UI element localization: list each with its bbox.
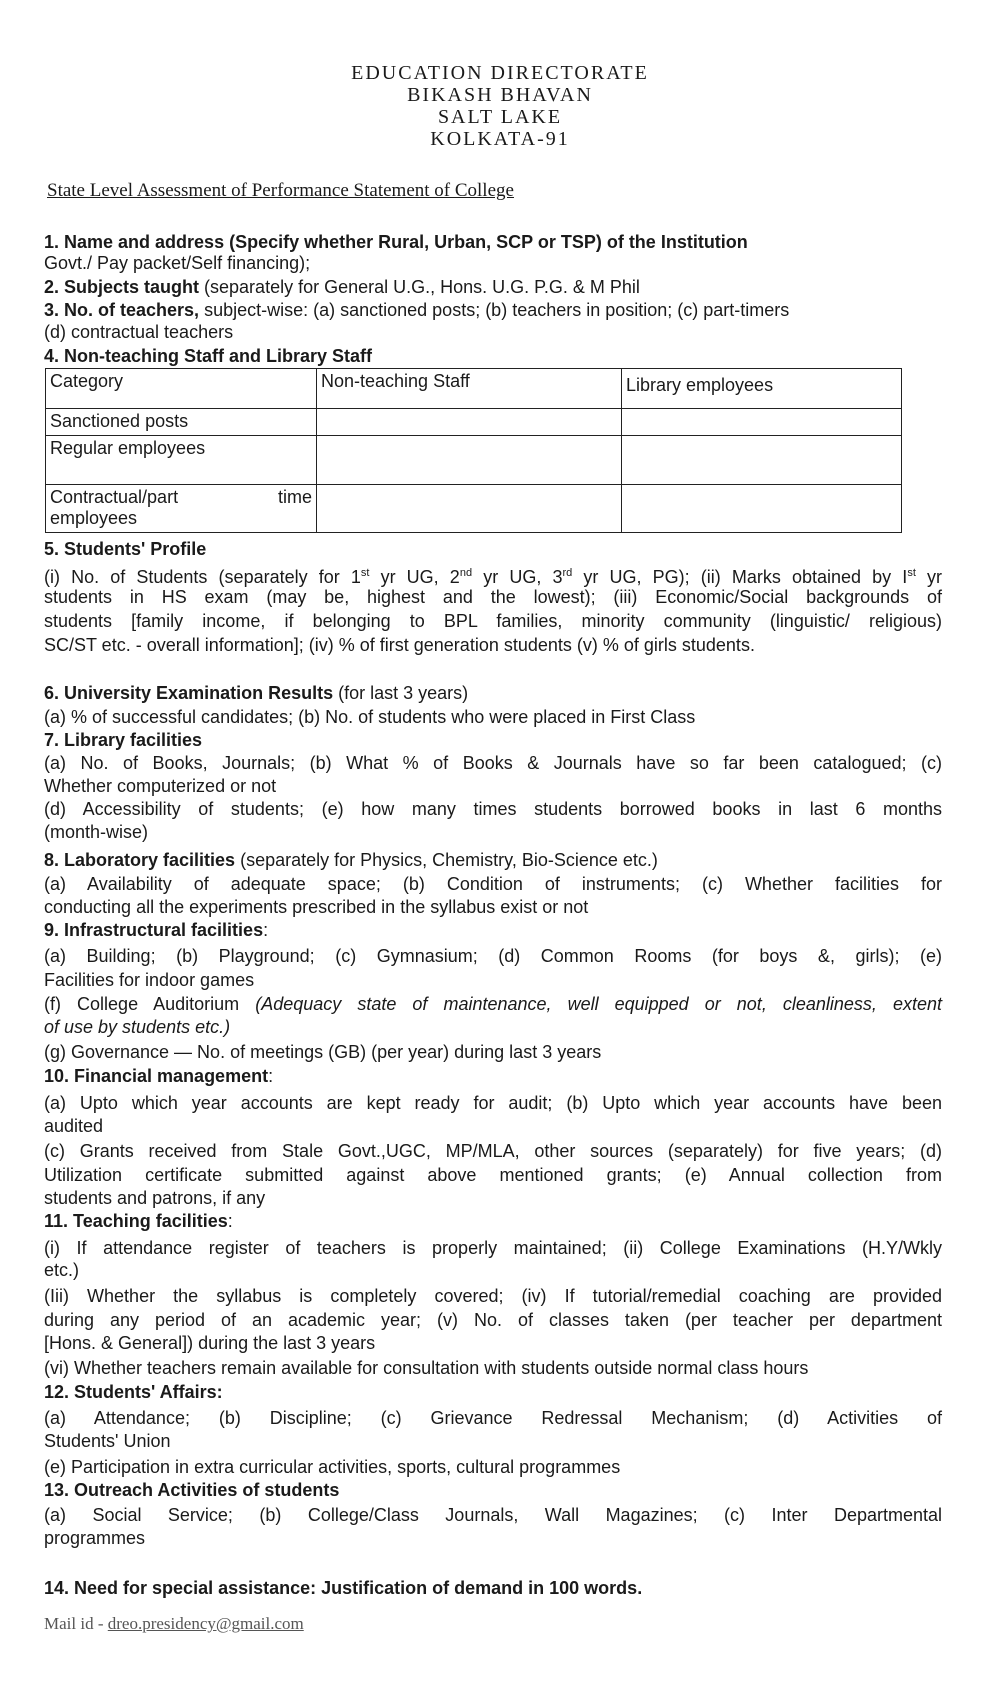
item-9-line-3b: (Adequacy state of maintenance, well equipped or not, cleanliness, extent	[255, 994, 942, 1014]
table-header-category: Category	[46, 369, 317, 409]
item-2-text: (separately for General U.G., Hons. U.G. P.G. & M Phil	[199, 277, 640, 297]
table-cell-category	[46, 485, 317, 533]
header-line-1: EDUCATION DIRECTORATE	[351, 62, 649, 84]
item-10-colon: :	[268, 1066, 274, 1086]
item-8-text: (separately for Physics, Chemistry, Bio-Science etc.)	[235, 850, 658, 870]
item-4	[44, 345, 942, 367]
sup: nd	[459, 567, 473, 579]
item-12-line-2: Students' Union	[44, 1431, 171, 1451]
item-1-text: Govt./ Pay packet/Self financing);	[44, 253, 311, 273]
item-11-line-2: etc.)	[44, 1260, 80, 1280]
item-5-line-2: students in HS exam (may be, highest and the lowest); (iii) Economic/Social backgrounds of	[44, 587, 942, 607]
item-3	[44, 299, 942, 321]
item-10-line-4: Utilization certificate submitted against above mentioned grants; (e) Annual collection from	[44, 1165, 942, 1185]
item-11	[44, 1210, 942, 1232]
item-13	[44, 1479, 942, 1501]
item-6-text: (for last 3 years)	[333, 683, 469, 703]
item-5-text-d: yr UG, PG); (ii) Marks obtained by I	[572, 567, 908, 587]
item-12-line-3: (e) Participation in extra curricular activities, sports, cultural programmes	[44, 1457, 621, 1477]
item-5-title: 5. Students' Profile	[44, 539, 207, 559]
item-13-title: 13. Outreach Activities of students	[44, 1480, 340, 1500]
header-line-2: BIKASH BHAVAN	[407, 84, 593, 106]
table-cell-category: Regular employees	[46, 436, 317, 485]
item-7-line-2: Whether computerized or not	[44, 776, 277, 796]
item-11-line-6: (vi) Whether teachers remain available for consultation with students outside normal class hours	[44, 1358, 809, 1378]
item-3-text: subject-wise: (a) sanctioned posts; (b) teachers in position; (c) part-timers	[199, 300, 790, 320]
sup: st	[907, 567, 916, 579]
contractual-text-1: Contractual/part	[50, 487, 179, 507]
item-5-text-e: yr	[915, 567, 942, 587]
item-9-line-1: (a) Building; (b) Playground; (c) Gymnasium; (d) Common Rooms (for boys &, girls); (e)	[44, 946, 942, 966]
header-line-4: KOLKATA-91	[430, 128, 570, 150]
item-1-title: 1. Name and address (Specify whether Rural, Urban, SCP or TSP) of the Institution	[44, 232, 748, 252]
mail-label: Mail id	[44, 1614, 94, 1633]
item-11-colon: :	[227, 1211, 233, 1231]
item-9-line-3	[44, 993, 942, 1015]
item-7	[44, 729, 942, 751]
sup: rd	[562, 567, 573, 579]
item-8-line-3: conducting all the experiments prescribed in the syllabus exist or not	[44, 897, 589, 917]
mail-separator: -	[93, 1614, 108, 1633]
contractual-text-2: time	[277, 487, 312, 507]
footer-mail	[44, 1614, 304, 1634]
item-5-line-4: SC/ST etc. - overall information]; (iv) % of first generation students (v) % of girls students.	[44, 635, 755, 655]
item-5-line-1	[44, 562, 942, 588]
item-10-line-2: audited	[44, 1116, 104, 1136]
item-12-line-1: (a) Attendance; (b) Discipline; (c) Grievance Redressal Mechanism; (d) Activities of	[44, 1408, 942, 1428]
item-9-line-4: of use by students etc.)	[44, 1017, 231, 1037]
item-2-title: 2. Subjects taught	[44, 277, 200, 297]
item-8-line-2: (a) Availability of adequate space; (b) Condition of instruments; (c) Whether facilities for	[44, 874, 942, 894]
contractual-text-3: employees	[50, 508, 138, 528]
item-7-line-3: (d) Accessibility of students; (e) how many times students borrowed books in last 6 months	[44, 799, 942, 819]
staff-table	[45, 368, 902, 533]
item-9	[44, 919, 942, 941]
table-cell	[317, 409, 622, 436]
table-cell	[317, 485, 622, 533]
item-10-line-5: students and patrons, if any	[44, 1188, 266, 1208]
item-14	[44, 1577, 942, 1599]
item-5-text-a: (i) No. of Students (separately for 1	[44, 567, 361, 587]
item-9-line-3a: (f) College Auditorium	[44, 994, 256, 1014]
item-7-line-1: (a) No. of Books, Journals; (b) What % of Books & Journals have so far been catalogued; (c)	[44, 753, 942, 773]
item-5-text-b: yr UG, 2	[369, 567, 460, 587]
item-5-line-3: students [family income, if belonging to BPL families, minority community (linguistic/ religious)	[44, 611, 942, 631]
item-10-line-3: (c) Grants received from Stale Govt.,UGC, MP/MLA, other sources (separately) for five years; (d)	[44, 1141, 942, 1161]
item-2	[44, 276, 942, 298]
document-subtitle: State Level Assessment of Performance Statement of College	[47, 180, 514, 201]
item-1-heading	[44, 231, 942, 253]
item-5	[44, 538, 942, 560]
table-cell	[622, 436, 902, 485]
item-6	[44, 682, 942, 704]
table-header-row	[46, 369, 902, 409]
item-10-line-1: (a) Upto which year accounts are kept ready for audit; (b) Upto which year accounts have been	[44, 1093, 942, 1113]
item-7-title: 7. Library facilities	[44, 730, 203, 750]
table-cell-category: Sanctioned posts	[46, 409, 317, 436]
sup: st	[360, 567, 370, 579]
table-cell	[622, 485, 902, 533]
table-row	[46, 436, 902, 485]
item-11-line-1: (i) If attendance register of teachers is properly maintained; (ii) College Examinations (H.Y/Wkly	[44, 1238, 942, 1258]
item-9-line-5: (g) Governance — No. of meetings (GB) (per year) during last 3 years	[44, 1042, 602, 1062]
table-row	[46, 409, 902, 436]
mail-address[interactable]: dreo.presidency@gmail.com	[107, 1614, 304, 1633]
item-4-title: 4. Non-teaching Staff and Library Staff	[44, 346, 373, 366]
item-13-line-1: (a) Social Service; (b) College/Class Journals, Wall Magazines; (c) Inter Departmental	[44, 1505, 942, 1525]
item-6-line-2: (a) % of successful candidates; (b) No. of students who were placed in First Class	[44, 707, 696, 727]
item-10	[44, 1065, 942, 1087]
item-11-title: 11. Teaching facilities	[44, 1211, 228, 1231]
item-12	[44, 1381, 942, 1403]
item-9-title: 9. Infrastructural facilities	[44, 920, 264, 940]
item-8-title: 8. Laboratory facilities	[44, 850, 236, 870]
item-10-title: 10. Financial management	[44, 1066, 269, 1086]
item-12-title: 12. Students' Affairs:	[44, 1382, 223, 1402]
table-cell	[622, 409, 902, 436]
item-11-line-3: (Iii) Whether the syllabus is completely covered; (iv) If tutorial/remedial coaching are provided	[44, 1286, 942, 1306]
item-6-title: 6. University Examination Results	[44, 683, 334, 703]
table-row	[46, 485, 902, 533]
item-9-line-2: Facilities for indoor games	[44, 970, 255, 990]
item-3-title: 3. No. of teachers,	[44, 300, 200, 320]
table-header-non-teaching: Non-teaching Staff	[317, 369, 622, 409]
item-5-text-c: yr UG, 3	[472, 567, 563, 587]
item-11-line-4: during any period of an academic year; (v) No. of classes taken (per teacher per department	[44, 1310, 942, 1330]
item-7-line-4: (month-wise)	[44, 822, 149, 842]
item-14-title: 14. Need for special assistance: Justification of demand in 100 words.	[44, 1578, 643, 1598]
item-11-line-5: [Hons. & General]) during the last 3 years	[44, 1333, 376, 1353]
item-13-line-2: programmes	[44, 1528, 146, 1548]
contractual-line-1	[50, 487, 312, 508]
table-cell	[317, 436, 622, 485]
item-3-text-2: (d) contractual teachers	[44, 322, 234, 342]
table-header-library: Library employees	[622, 369, 902, 409]
item-8	[44, 849, 942, 871]
item-9-colon: :	[263, 920, 269, 940]
header-line-3: SALT LAKE	[437, 106, 563, 128]
